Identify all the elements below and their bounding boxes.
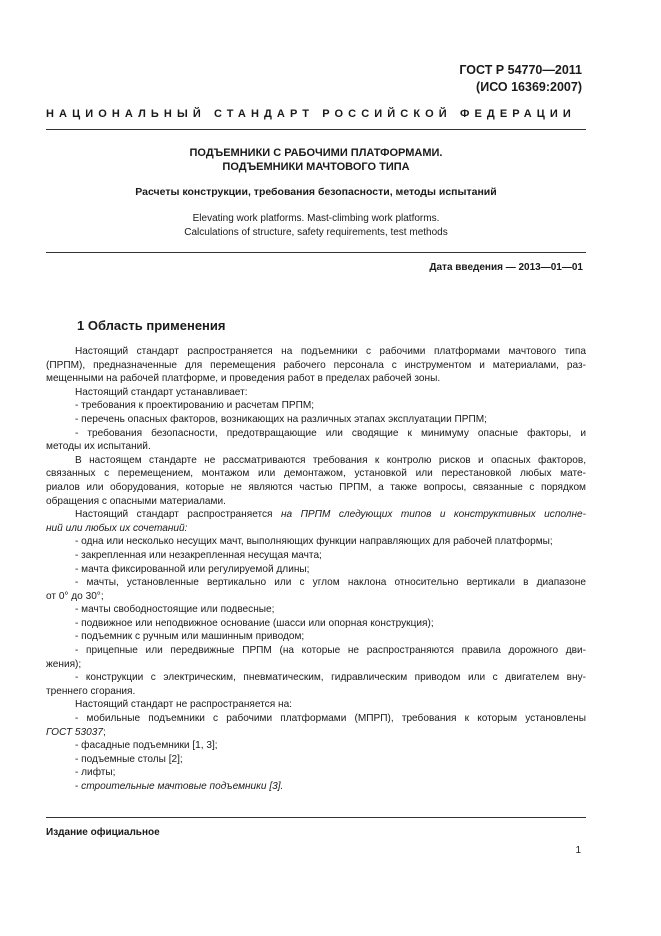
body-line-text: обращения с опасными материалами. — [46, 495, 226, 507]
body-line — [46, 508, 586, 522]
body-line-text: - требования к проектированию и расчетам ПРПМ; — [75, 400, 315, 412]
header-divider — [46, 129, 586, 130]
body-line — [46, 685, 586, 699]
body-line-text: жения); — [46, 658, 82, 670]
effective-date: Дата введения — 2013—01—01 — [429, 262, 583, 273]
body-line — [46, 590, 586, 604]
body-line-text: - закрепленная или незакрепленная несущая мачта; — [75, 549, 322, 561]
body-line-text: - лифты; — [75, 767, 116, 779]
body-line-text: - прицепные или передвижные ПРПМ (на которые не распространяются правила дорожного дви- — [75, 645, 586, 657]
body-line-text: от 0° до 30°; — [46, 590, 104, 602]
body-line — [46, 495, 586, 509]
doc-title-line2: ПОДЪЕМНИКИ МАЧТОВОГО ТИПА — [222, 161, 410, 173]
body-line-text: - одна или несколько несущих мачт, выполняющих функции направляющих для рабочей платформы; — [75, 536, 553, 548]
page-number: 1 — [575, 845, 581, 856]
body-line-italic: ГОСТ 53037 — [46, 726, 103, 738]
footer-divider — [46, 817, 586, 818]
body-line — [46, 658, 586, 672]
body-line-text: Настоящий стандарт устанавливает: — [75, 386, 248, 398]
body-line-italic: на ПРПМ следующих типов и конструктивных исполне- — [280, 509, 586, 521]
body-line — [46, 644, 586, 658]
body-line-text: - подвижное или неподвижное основание (шасси или опорная конструкция); — [75, 617, 434, 629]
body-line-italic: ний или любых их сочетаний: — [46, 522, 188, 534]
body-line — [46, 440, 586, 454]
national-standard-heading: НАЦИОНАЛЬНЫЙ СТАНДАРТ РОССИЙСКОЙ ФЕДЕРАЦИИ — [46, 108, 576, 120]
body-line — [46, 399, 586, 413]
iso-id: (ИСО 16369:2007) — [476, 80, 582, 94]
section-title: 1 Область применения — [77, 318, 226, 333]
body-line-text: В настоящем стандарте не рассматриваются требования к контролю рисков и опасных факторов, — [75, 454, 586, 466]
body-line-tail: ; — [103, 726, 106, 738]
body-line-text: (ПРПМ), предназначенные для перемещения рабочего персонала с инструментом и материалами, раз- — [46, 359, 586, 371]
body-line — [46, 753, 586, 767]
section-body — [46, 345, 586, 794]
body-line-text: мещенными на рабочей платформе, и проведения работ в пределах рабочей зоны. — [46, 373, 441, 385]
standard-id: ГОСТ Р 54770—2011 — [459, 63, 582, 77]
body-line-text: - фасадные подъемники [1, 3]; — [75, 740, 218, 752]
body-line-text: - подъемник с ручным или машинным приводом; — [75, 631, 305, 643]
body-line — [46, 481, 586, 495]
body-line-text: - мачты свободностоящие или подвесные; — [75, 604, 275, 616]
body-line — [46, 766, 586, 780]
body-line-text: - мачта фиксированной или регулируемой длины; — [75, 563, 310, 575]
body-line — [46, 630, 586, 644]
doc-title-line1: ПОДЪЕМНИКИ С РАБОЧИМИ ПЛАТФОРМАМИ. — [189, 147, 443, 159]
body-line — [46, 726, 586, 740]
body-line — [46, 522, 586, 536]
body-line — [46, 712, 586, 726]
body-line — [46, 576, 586, 590]
body-line-text: - мобильные подъемники с рабочими платформами (МПРП), требования к которым установлены — [75, 713, 586, 725]
body-line — [46, 563, 586, 577]
english-title-line1: Elevating work platforms. Mast-climbing work platforms. — [192, 213, 440, 224]
body-line — [46, 359, 586, 373]
body-line — [46, 603, 586, 617]
body-line-text: риалов или оборудования, которые не являются частью ПРПМ, а также вопросы, связанные с порядком — [46, 481, 586, 493]
body-line-text: треннего сгорания. — [46, 685, 136, 697]
body-line — [46, 413, 586, 427]
english-title-line2: Calculations of structure, safety requirements, test methods — [184, 227, 448, 238]
body-line-text: - перечень опасных факторов, возникающих на различных этапах эксплуатации ПРПМ; — [75, 413, 487, 425]
body-line — [46, 780, 586, 794]
body-line-text: Настоящий стандарт распространяется на подъемники с рабочими платформами мачтового типа — [75, 346, 586, 357]
body-line — [46, 467, 586, 481]
body-line — [46, 698, 586, 712]
body-line-text: Настоящий стандарт распространяется — [75, 509, 281, 521]
body-line — [46, 739, 586, 753]
body-line-text: - подъемные столы [2]; — [75, 753, 183, 765]
title-divider — [46, 252, 586, 253]
body-line-text: - требования безопасности, предотвращающие или сводящие к минимуму опасные факторы, и — [75, 427, 586, 439]
body-line — [46, 427, 586, 441]
body-line-text: методы их испытаний. — [46, 441, 151, 453]
doc-subtitle: Расчеты конструкции, требования безопасности, методы испытаний — [135, 186, 497, 198]
body-line — [46, 454, 586, 468]
body-line — [46, 671, 586, 685]
body-line — [46, 535, 586, 549]
edition-note: Издание официальное — [46, 827, 160, 838]
body-line — [46, 345, 586, 359]
body-line — [46, 617, 586, 631]
body-line-text: - конструкции с электрическим, пневматическим, гидравлическим приводом или с двигателем вну- — [75, 672, 586, 684]
body-line-text: связанных с перемещением, монтажом или демонтажом, установкой или перестановкой любых мате- — [46, 468, 586, 480]
body-line — [46, 372, 586, 386]
body-line-text: Настоящий стандарт не распространяется на: — [75, 699, 292, 711]
body-line-text: - — [75, 781, 82, 792]
body-line — [46, 386, 586, 400]
body-line-italic: строительные мачтовые подъемники [3]. — [81, 781, 284, 792]
body-line — [46, 549, 586, 563]
body-line-text: - мачты, установленные вертикально или с углом наклона относительно вертикали в диапазоне — [75, 577, 586, 589]
